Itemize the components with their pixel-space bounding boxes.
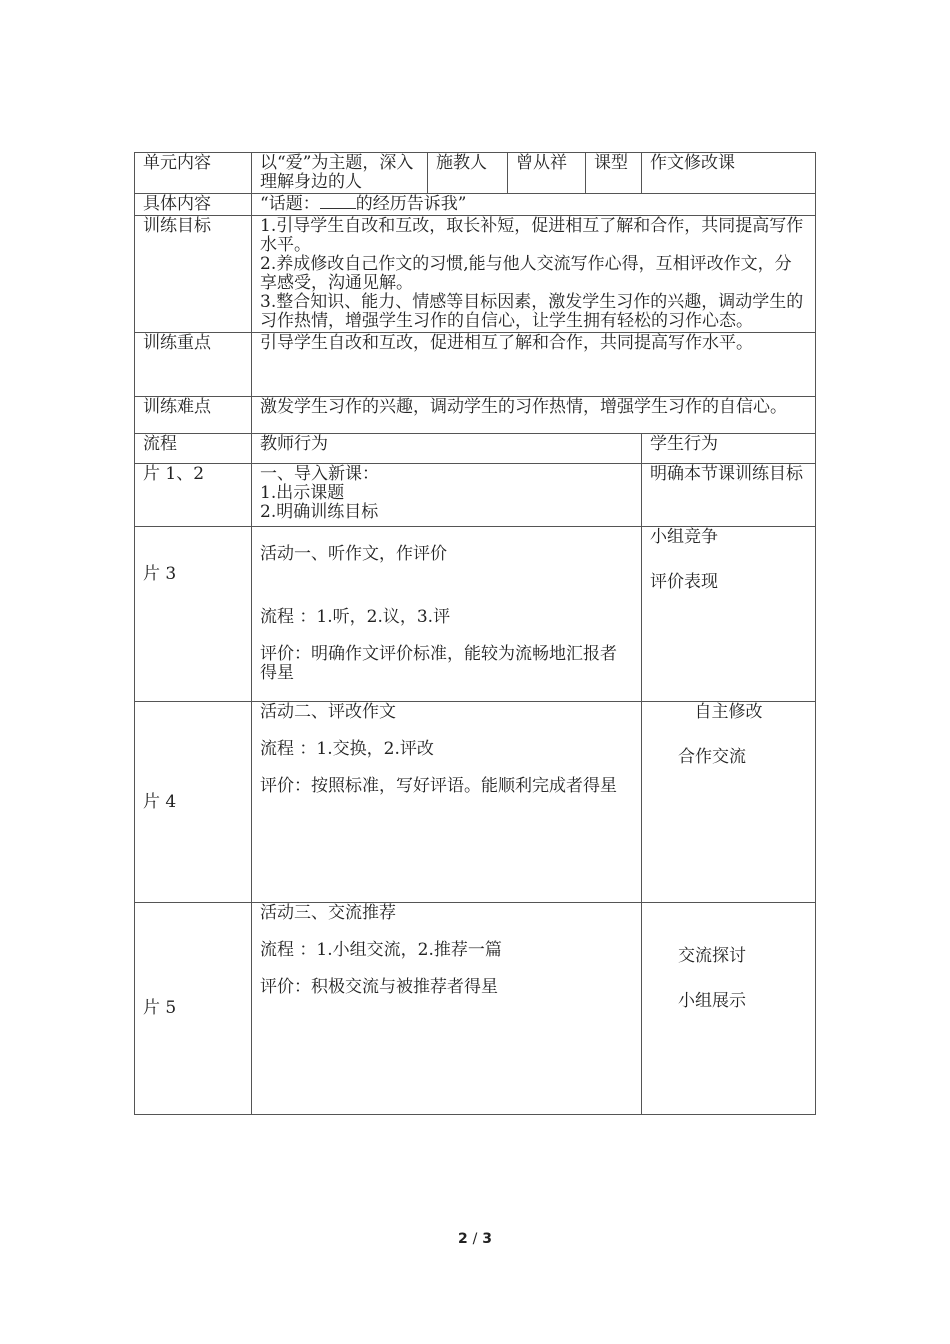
content-row [135, 194, 816, 216]
teacher-line: 一、导入新课： [260, 464, 379, 484]
goals-value [252, 216, 816, 333]
teacher-line: 流程 ：1.听，2.议，3.评 [260, 607, 451, 627]
total-pages: 3 [482, 1231, 492, 1247]
student-line: 小组竞争 [650, 527, 718, 547]
page-separator: / [472, 1231, 478, 1247]
process-row [135, 903, 816, 1115]
content-label: 具体内容 [135, 194, 252, 216]
teacher-line: 2.明确训练目标 [260, 502, 379, 522]
teacher-line: 评价：按照标准，写好评语。能顺利完成者得星 [260, 776, 617, 796]
teacher-cell [252, 527, 642, 702]
goal-item: 2.养成修改自己作文的习惯,能与他人交流写作心得，互相评改作文，分享感受，沟通见解。 [260, 254, 792, 293]
process-row [135, 527, 816, 702]
student-cell [642, 903, 816, 1115]
student-cell [642, 464, 816, 527]
goals-row [135, 216, 816, 333]
teacher-line: 活动二、评改作文 [260, 702, 396, 722]
unit-value: 以“爱”为主题，深入理解身边的人 [252, 153, 428, 194]
process-row [135, 702, 816, 903]
difficulty-label: 训练难点 [135, 397, 252, 434]
teacher-label: 施教人 [428, 153, 508, 194]
lesson-plan-table [134, 152, 816, 1115]
difficulty-row [135, 397, 816, 434]
goals-label: 训练目标 [135, 216, 252, 333]
type-value: 作文修改课 [642, 153, 816, 194]
focus-label: 训练重点 [135, 333, 252, 397]
teacher-line: 流程 ：1.交换，2.评改 [260, 739, 434, 759]
teacher-value: 曾从祥 [508, 153, 586, 194]
student-cell [642, 527, 816, 702]
student-line: 评价表现 [650, 572, 718, 592]
teacher-header: 教师行为 [252, 434, 642, 464]
page-number [0, 1231, 950, 1247]
topic-blank [320, 196, 356, 209]
process-header: 流程 [135, 434, 252, 464]
focus-row [135, 333, 816, 397]
teacher-line: 评价：积极交流与被推荐者得星 [260, 977, 498, 997]
focus-value: 引导学生自改和互改，促进相互了解和合作，共同提高写作水平。 [252, 333, 816, 397]
slide-cell: 片 1、2 [135, 464, 252, 527]
column-header-row [135, 434, 816, 464]
slide-cell: 片 4 [135, 702, 252, 903]
unit-label: 单元内容 [135, 153, 252, 194]
teacher-cell [252, 702, 642, 903]
content-value [252, 194, 816, 216]
teacher-line: 活动一、听作文，作评价 [260, 544, 447, 564]
process-row [135, 464, 816, 527]
teacher-line: 评价：明确作文评价标准，能较为流畅地汇报者得星 [260, 644, 617, 683]
slide-cell: 片 3 [135, 527, 252, 702]
header-row [135, 153, 816, 194]
difficulty-value: 激发学生习作的兴趣，调动学生的习作热情，增强学生习作的自信心。 [252, 397, 816, 434]
current-page: 2 [458, 1231, 468, 1247]
slide-cell: 片 5 [135, 903, 252, 1115]
teacher-cell [252, 903, 642, 1115]
goal-item: 3.整合知识、能力、情感等目标因素，激发学生习作的兴趣，调动学生的习作热情，增强学生习作的自信心，让学生拥有轻松的习作心态。 [260, 292, 804, 331]
content-prefix: “话题： [260, 194, 320, 214]
teacher-line: 1.出示课题 [260, 483, 345, 503]
student-line: 自主修改 [694, 702, 763, 722]
teacher-line: 活动三、交流推荐 [260, 903, 396, 923]
student-header: 学生行为 [642, 434, 816, 464]
type-label: 课型 [586, 153, 642, 194]
content-suffix: 的经历告诉我” [355, 194, 467, 214]
teacher-line: 流程 ：1.小组交流，2.推荐一篇 [260, 940, 502, 960]
student-cell [642, 702, 816, 903]
student-line: 小组展示 [678, 991, 746, 1011]
student-line: 合作交流 [678, 747, 746, 767]
teacher-cell [252, 464, 642, 527]
student-line: 交流探讨 [678, 946, 746, 966]
goal-item: 1.引导学生自改和互改，取长补短，促进相互了解和合作，共同提高写作水平。 [260, 216, 804, 255]
student-line: 明确本节课训练目标 [650, 464, 803, 484]
